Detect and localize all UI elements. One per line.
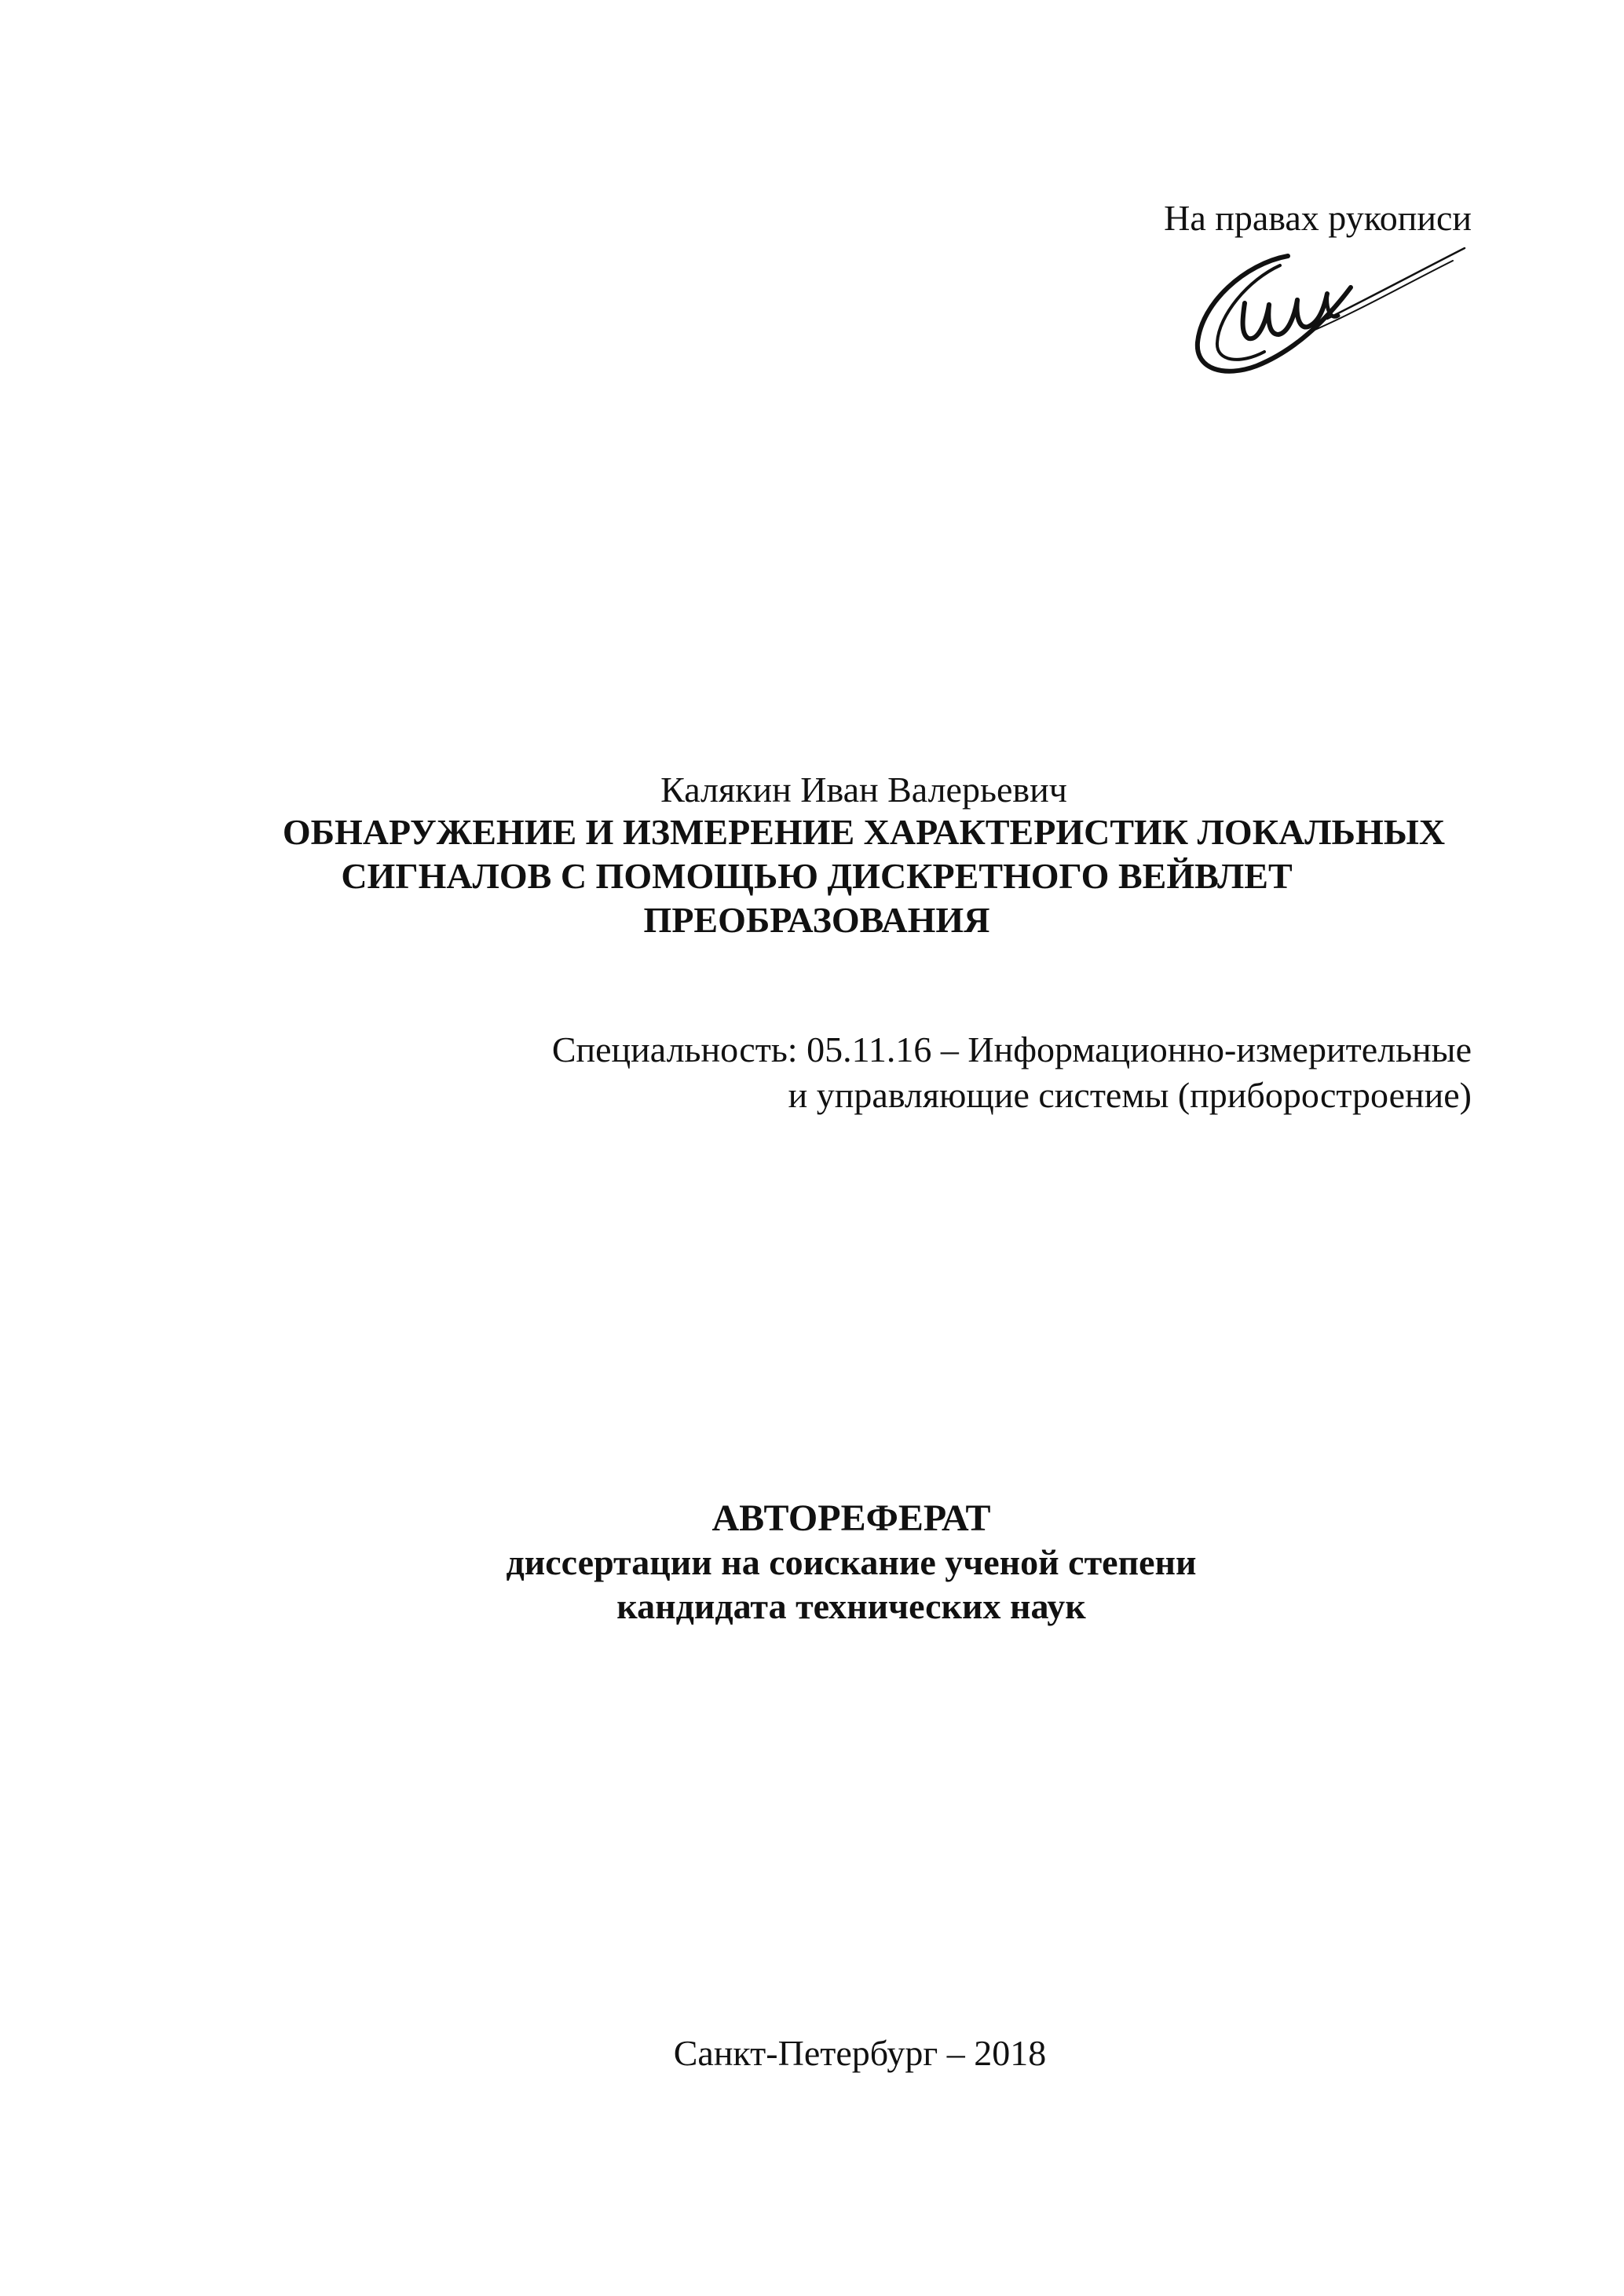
specialty-line: Специальность: 05.11.16 – Информационно-измерительные [551, 1029, 1472, 1069]
dissertation-title [0, 810, 1624, 942]
specialty [552, 1027, 1472, 1118]
abstract-subtitle-line: диссертации на соискание ученой степени [506, 1542, 1197, 1582]
abstract-block [0, 1497, 1624, 1629]
abstract-subtitle-line: кандидата технических наук [616, 1586, 1086, 1626]
place-year: Санкт-Петербург – 2018 [673, 2033, 1047, 2073]
signature-icon [1170, 232, 1469, 389]
title-line: ПРЕОБРАЗОВАНИЯ [643, 900, 990, 940]
manuscript-note: На правах рукописи [1164, 198, 1472, 238]
abstract-heading: АВТОРЕФЕРАТ [711, 1497, 991, 1539]
specialty-line: и управляющие системы (приборостроение) [788, 1075, 1472, 1115]
title-line: СИГНАЛОВ С ПОМОЩЬЮ ДИСКРЕТНОГО ВЕЙВЛЕТ [341, 856, 1293, 896]
author-name: Калякин Иван Валерьевич [660, 770, 1067, 810]
title-line: ОБНАРУЖЕНИЕ И ИЗМЕРЕНИЕ ХАРАКТЕРИСТИК ЛОКАЛЬНЫХ [282, 812, 1446, 852]
